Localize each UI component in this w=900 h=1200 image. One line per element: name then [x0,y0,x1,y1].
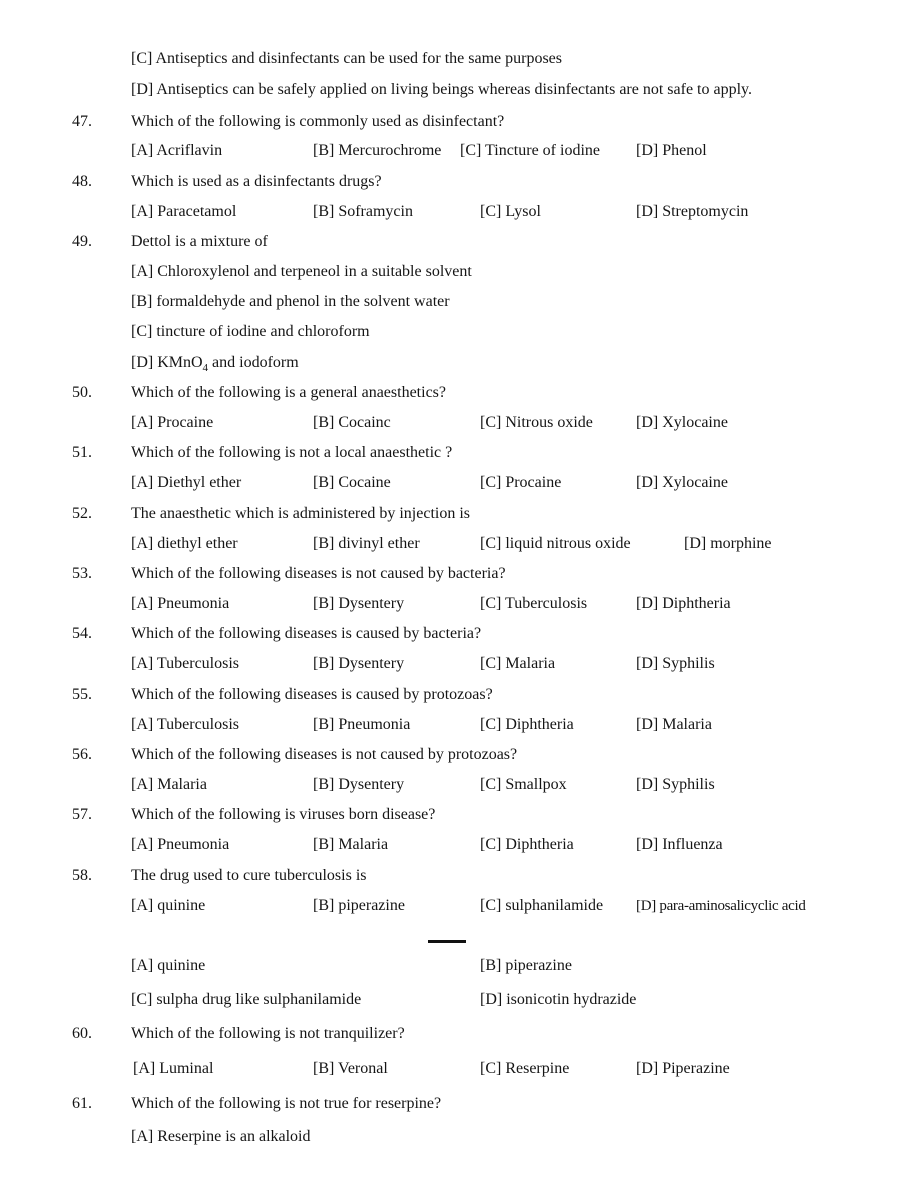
option-d [131,353,299,373]
question-text: The drug used to cure tuberculosis is [131,867,367,884]
question-number: 48. [72,173,92,190]
question-text: Which of the following is not tranquilizer? [131,1025,405,1042]
question-number: 51. [72,444,92,461]
option-d: [D] Malaria [636,716,712,733]
option-d: [D] Diphtheria [636,595,731,612]
option-c: [C] Tuberculosis [480,595,588,612]
option-c: [C] Tincture of iodine [460,142,600,159]
option-a: [A] diethyl ether [131,535,238,552]
question-number: 60. [72,1025,92,1042]
question-text: Which of the following diseases is not caused by protozoas? [131,746,518,763]
question-text: Which of the following is commonly used as disinfectant? [131,113,505,130]
question-number: 58. [72,867,92,884]
option-b: [B] piperazine [480,957,572,974]
option-d-rest: and iodoform [212,354,299,371]
option-d-formula: [D] KMnO [131,354,203,371]
option-d: [D] isonicotin hydrazide [480,991,637,1008]
question-number: 50. [72,384,92,401]
question-text: Which of the following diseases is caused by bacteria? [131,625,482,642]
option-a: [A] Procaine [131,414,214,431]
option-a: [A] Chloroxylenol and terpeneol in a suitable solvent [131,263,472,280]
page-break-rule [428,940,466,943]
option-c: [C] Lysol [480,203,541,220]
question-number: 57. [72,806,92,823]
option-a: [A] Luminal [133,1060,214,1077]
option-a: [A] quinine [131,897,206,914]
option-b: [B] Soframycin [313,203,413,220]
carry-over-option-d: [D] Antiseptics can be safely applied on living beings whereas disinfectants are not safe to apply. [131,81,752,98]
option-c: [C] Smallpox [480,776,567,793]
option-c: [C] Nitrous oxide [480,414,593,431]
option-d: [D] Influenza [636,836,723,853]
option-b: [B] Malaria [313,836,389,853]
option-b: [B] Dysentery [313,655,405,672]
option-a: [A] Acriflavin [131,142,223,159]
option-b: [B] Veronal [313,1060,388,1077]
question-text: Which of the following is not a local anaesthetic ? [131,444,453,461]
option-b: [B] divinyl ether [313,535,420,552]
question-number: 55. [72,686,92,703]
option-a: [A] Pneumonia [131,595,230,612]
subscript: 4 [202,362,209,375]
option-a: [A] quinine [131,957,206,974]
question-text: Which of the following diseases is caused by protozoas? [131,686,493,703]
option-b: [B] formaldehyde and phenol in the solvent water [131,293,450,310]
option-d: [D] Xylocaine [636,474,728,491]
option-c: [C] tincture of iodine and chloroform [131,323,370,340]
option-c: [C] Diphtheria [480,716,574,733]
option-d: [D] morphine [684,535,772,552]
option-b: [B] Dysentery [313,595,405,612]
option-c: [C] sulpha drug like sulphanilamide [131,991,362,1008]
option-b: [B] Dysentery [313,776,405,793]
option-a: [A] Tuberculosis [131,655,240,672]
question-number: 52. [72,505,92,522]
option-c: [C] sulphanilamide [480,897,604,914]
option-c: [C] Diphtheria [480,836,574,853]
question-text: Which of the following diseases is not caused by bacteria? [131,565,506,582]
option-c: [C] Procaine [480,474,562,491]
option-d: [D] Piperazine [636,1060,730,1077]
question-number: 47. [72,113,92,130]
option-a: [A] Tuberculosis [131,716,240,733]
question-number: 49. [72,233,92,250]
question-number: 54. [72,625,92,642]
question-number: 53. [72,565,92,582]
option-b: [B] Mercurochrome [313,142,442,159]
question-text: Which of the following is a general anaesthetics? [131,384,446,401]
question-number: 61. [72,1095,92,1112]
option-d: [D] Streptomycin [636,203,749,220]
question-text: Dettol is a mixture of [131,233,268,250]
option-d: [D] Syphilis [636,776,715,793]
option-b: [B] piperazine [313,897,405,914]
option-c: [C] liquid nitrous oxide [480,535,631,552]
option-d: [D] para-aminosalicyclic acid [636,898,806,914]
question-text: Which is used as a disinfectants drugs? [131,173,382,190]
option-b: [B] Cocainc [313,414,391,431]
carry-over-option-c: [C] Antiseptics and disinfectants can be used for the same purposes [131,50,562,67]
option-d: [D] Xylocaine [636,414,728,431]
option-a: [A] Reserpine is an alkaloid [131,1128,311,1145]
option-d: [D] Phenol [636,142,707,159]
question-text: Which of the following is not true for reserpine? [131,1095,442,1112]
option-a: [A] Malaria [131,776,207,793]
option-a: [A] Pneumonia [131,836,230,853]
option-c: [C] Reserpine [480,1060,570,1077]
option-c: [C] Malaria [480,655,556,672]
option-b: [B] Cocaine [313,474,391,491]
option-d: [D] Syphilis [636,655,715,672]
option-b: [B] Pneumonia [313,716,411,733]
option-a: [A] Diethyl ether [131,474,242,491]
option-a: [A] Paracetamol [131,203,237,220]
question-text: Which of the following is viruses born disease? [131,806,436,823]
question-number: 56. [72,746,92,763]
question-text: The anaesthetic which is administered by injection is [131,505,471,522]
